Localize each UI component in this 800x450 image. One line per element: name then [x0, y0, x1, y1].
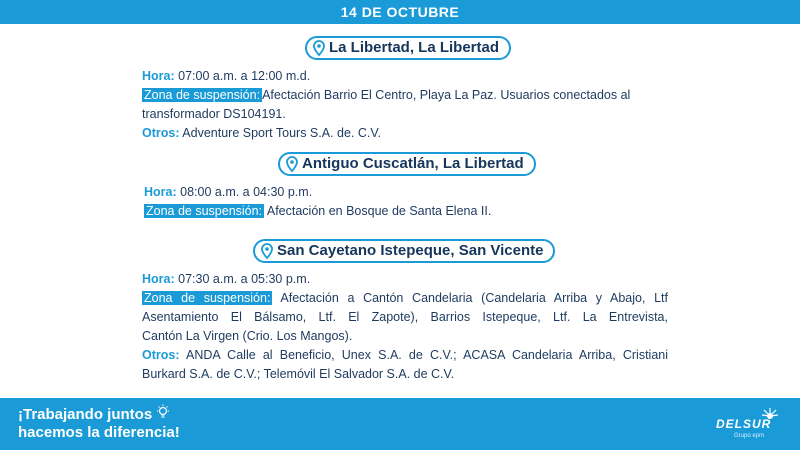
- location-pin-icon: [313, 40, 325, 56]
- hora-label: Hora:: [142, 69, 175, 83]
- date-title: 14 DE OCTUBRE: [340, 4, 460, 20]
- zona-label: Zona de suspensión:: [144, 291, 271, 305]
- hora-line: [142, 67, 672, 86]
- zona-line: [142, 289, 668, 308]
- otros-value-1: ANDA Calle al Beneficio, Unex S.A. de C.V.; ACASA Candelaria Arriba, Cristiani: [185, 348, 668, 362]
- otros-line-2: Burkard S.A. de C.V.; Telemóvil El Salvador S.A. de C.V.: [142, 367, 455, 381]
- location-name: La Libertad, La Libertad: [329, 39, 500, 56]
- otros-value: Adventure Sport Tours S.A. de. C.V.: [182, 126, 382, 140]
- zona-line: [142, 86, 672, 105]
- zona-label: Zona de suspensión:: [144, 88, 261, 102]
- zona-line: [144, 202, 674, 221]
- hora-line: [144, 183, 674, 202]
- location-pin-icon: [286, 156, 298, 172]
- location-name: Antiguo Cuscatlán, La Libertad: [302, 155, 524, 172]
- logo-subtext: Grupo epm: [734, 433, 765, 439]
- section-antiguo-cuscatlan: [144, 183, 674, 221]
- footer-bar: [0, 398, 800, 450]
- otros-line: [142, 346, 668, 365]
- zona-value-1: Afectación en Bosque de Santa Elena II.: [266, 204, 492, 218]
- logo-text: DELSUR: [716, 417, 772, 431]
- hora-value: 07:30 a.m. a 05:30 p.m.: [178, 272, 311, 286]
- section-la-libertad: [142, 67, 672, 143]
- otros-label: Otros:: [142, 348, 180, 362]
- zona-value-1: Afectación Barrio El Centro, Playa La Paz. Usuarios conectados al: [262, 88, 631, 102]
- section-san-cayetano: [142, 270, 668, 384]
- location-name: San Cayetano Istepeque, San Vicente: [277, 242, 544, 259]
- otros-label: Otros:: [142, 126, 180, 140]
- location-pin-icon: [261, 243, 273, 259]
- zona-line-2: Asentamiento El Bálsamo, Ltf. El Zapote), Barrios Istepeque, Ltf. La Entrevista,: [142, 310, 668, 324]
- hora-line: [142, 270, 668, 289]
- zona-line-3: Cantón La Virgen (Crio. Los Mangos).: [142, 329, 353, 343]
- hora-value: 08:00 a.m. a 04:30 p.m.: [180, 185, 313, 199]
- location-badge-la-libertad: [305, 36, 511, 60]
- location-badge-antiguo-cuscatlan: [278, 152, 536, 176]
- hora-value: 07:00 a.m. a 12:00 m.d.: [178, 69, 311, 83]
- zona-label: Zona de suspensión:: [146, 204, 263, 218]
- date-header: [0, 0, 800, 24]
- zona-line-2: transformador DS104191.: [142, 107, 286, 121]
- otros-line: [142, 124, 672, 143]
- location-badge-san-cayetano: [253, 239, 555, 263]
- slogan-line-2: hacemos la diferencia!: [18, 424, 180, 441]
- slogan-line-1: ¡Trabajando juntos: [18, 406, 153, 423]
- zona-value-1: Afectación a Cantón Candelaria (Candelaria Arriba y Abajo, Ltf: [280, 291, 668, 305]
- hora-label: Hora:: [142, 272, 175, 286]
- lightbulb-icon: [156, 404, 170, 420]
- hora-label: Hora:: [144, 185, 177, 199]
